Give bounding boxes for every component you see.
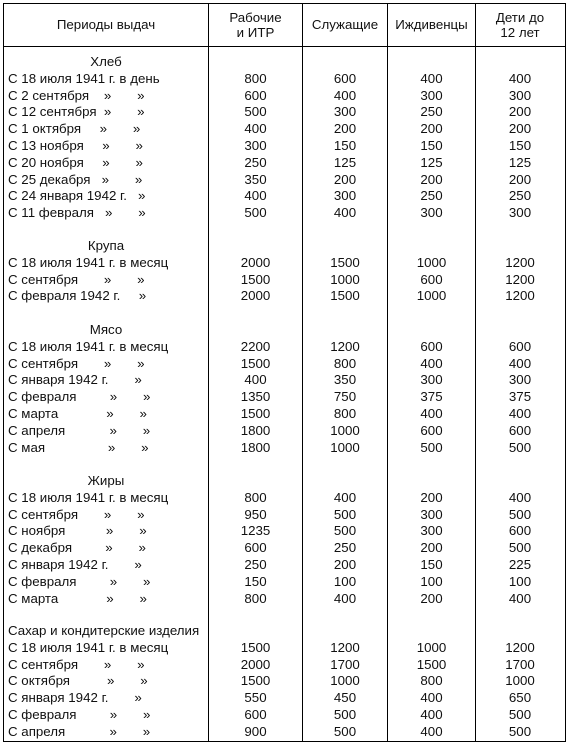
ration-value: 400 — [333, 489, 357, 505]
period-label: С мая » » — [8, 439, 149, 455]
ration-value: 150 — [333, 138, 357, 153]
ration-value: 300 — [420, 205, 443, 221]
ration-value: 375 — [420, 389, 443, 405]
ration-value: 300 — [420, 87, 443, 103]
ration-value: 800 — [420, 673, 443, 689]
category-heading: Мясо — [89, 322, 123, 337]
ration-value: 1500 — [240, 406, 271, 421]
ration-value: 1500 — [240, 639, 271, 655]
ration-value: 1350 — [240, 389, 271, 405]
period-label: С 20 ноября » » — [8, 154, 143, 170]
period-label: С февраля 1942 г. » — [8, 288, 147, 304]
ration-value: 1700 — [505, 656, 535, 672]
ration-value: 600 — [244, 87, 267, 103]
ration-value: 1500 — [416, 656, 447, 672]
ration-value: 600 — [244, 707, 267, 722]
header-employees: Служащие — [311, 17, 379, 33]
ration-value: 200 — [508, 121, 532, 137]
ration-value: 1500 — [240, 355, 271, 371]
period-label: С февраля » » — [8, 573, 151, 589]
period-label: С ноября » » — [8, 523, 147, 539]
ration-value: 600 — [508, 338, 532, 354]
period-label: С января 1942 г. » — [8, 690, 142, 706]
ration-value: 300 — [508, 205, 532, 221]
period-label: С 24 января 1942 г. » — [8, 188, 146, 204]
ration-value: 200 — [420, 540, 443, 556]
ration-value: 500 — [333, 506, 357, 522]
ration-value: 125 — [508, 154, 532, 170]
ration-value: 400 — [420, 406, 443, 421]
category-heading: Жиры — [87, 473, 125, 488]
ration-value: 500 — [420, 439, 443, 455]
ration-value: 750 — [333, 389, 357, 405]
ration-value: 200 — [420, 590, 443, 606]
ration-value: 1200 — [505, 288, 535, 304]
ration-value: 650 — [508, 690, 532, 706]
ration-value: 300 — [508, 87, 532, 103]
ration-value: 600 — [420, 338, 443, 354]
ration-value: 800 — [244, 489, 267, 505]
period-label: С 12 сентября » » — [8, 104, 145, 120]
ration-value: 600 — [420, 271, 443, 287]
ration-value: 1700 — [330, 656, 360, 672]
ration-value: 1000 — [330, 422, 360, 438]
ration-value: 500 — [508, 540, 532, 556]
ration-value: 400 — [333, 205, 357, 221]
ration-value: 800 — [244, 590, 267, 606]
period-label: С 1 октября » » — [8, 121, 141, 137]
ration-value: 1000 — [330, 439, 360, 455]
ration-value: 600 — [420, 422, 443, 438]
ration-value: 400 — [420, 355, 443, 371]
period-label: С 18 июля 1941 г. в день — [8, 70, 160, 86]
period-label: С 25 декабря » » — [8, 171, 143, 187]
ration-value: 1500 — [240, 673, 271, 689]
ration-value: 600 — [333, 70, 357, 86]
ration-value: 2000 — [240, 254, 271, 270]
ration-value: 300 — [420, 523, 443, 539]
period-label: С марта » » — [8, 406, 147, 421]
ration-value: 350 — [333, 372, 357, 388]
ration-value: 1500 — [330, 288, 360, 304]
header-workers: Рабочие и ИТР — [229, 9, 282, 40]
ration-value: 1200 — [330, 639, 360, 655]
ration-value: 300 — [420, 506, 443, 522]
ration-value: 150 — [420, 138, 443, 153]
ration-value: 150 — [508, 138, 532, 153]
ration-value: 400 — [244, 372, 267, 388]
period-label: С 18 июля 1941 г. в месяц — [8, 489, 169, 505]
ration-value: 400 — [508, 406, 532, 421]
period-label: С 18 июля 1941 г. в месяц — [8, 254, 169, 270]
ration-value: 1000 — [416, 254, 447, 270]
ration-value: 250 — [420, 188, 443, 204]
ration-value: 550 — [244, 690, 267, 706]
ration-value: 400 — [508, 590, 532, 606]
ration-value: 800 — [333, 406, 357, 421]
period-label: С 18 июля 1941 г. в месяц — [8, 338, 169, 354]
ration-value: 200 — [508, 104, 532, 120]
category-heading: Хлеб — [90, 54, 122, 69]
period-label: С сентября » » — [8, 271, 145, 287]
ration-value: 1000 — [416, 288, 447, 304]
ration-value: 400 — [420, 70, 443, 86]
ration-value: 125 — [420, 154, 443, 170]
ration-value: 200 — [333, 121, 357, 137]
ration-value: 250 — [420, 104, 443, 120]
ration-value: 500 — [244, 104, 267, 120]
ration-value: 1000 — [416, 639, 447, 655]
ration-value: 200 — [333, 557, 357, 572]
ration-value: 100 — [333, 573, 357, 589]
ration-value: 600 — [508, 523, 532, 539]
ration-value: 300 — [420, 372, 443, 388]
ration-value: 500 — [333, 707, 357, 722]
ration-value: 200 — [420, 121, 443, 137]
ration-value: 500 — [333, 523, 357, 539]
ration-value: 200 — [420, 489, 443, 505]
period-label: С апреля » » — [8, 422, 151, 438]
category-heading: Сахар и кондитерские изделия — [8, 623, 200, 638]
ration-value: 2200 — [240, 338, 271, 354]
ration-value: 1500 — [240, 271, 271, 287]
period-label: С апреля » » — [8, 723, 151, 739]
header-divider — [4, 46, 565, 47]
ration-value: 250 — [333, 540, 357, 556]
ration-value: 200 — [333, 171, 357, 187]
period-label: С января 1942 г. » — [8, 557, 142, 572]
ration-value: 1800 — [240, 439, 271, 455]
ration-value: 800 — [244, 70, 267, 86]
ration-value: 400 — [420, 690, 443, 706]
ration-value: 200 — [508, 171, 532, 187]
ration-value: 400 — [333, 590, 357, 606]
ration-value: 600 — [508, 422, 532, 438]
period-label: С марта » » — [8, 590, 147, 606]
ration-value: 500 — [333, 723, 357, 739]
ration-value: 2000 — [240, 288, 271, 304]
ration-value: 950 — [244, 506, 267, 522]
ration-value: 125 — [333, 154, 357, 170]
ration-value: 500 — [508, 439, 532, 455]
ration-value: 600 — [244, 540, 267, 556]
ration-value: 900 — [244, 723, 267, 739]
header-periods: Периоды выдач — [56, 17, 156, 33]
ration-value: 400 — [333, 87, 357, 103]
category-heading: Крупа — [87, 238, 125, 253]
period-label: С 18 июля 1941 г. в месяц — [8, 639, 169, 655]
ration-value: 400 — [244, 121, 267, 137]
period-label: С 11 февраля » » — [8, 205, 146, 221]
ration-value: 800 — [333, 355, 357, 371]
period-label: С сентября » » — [8, 506, 145, 522]
period-label: С декабря » » — [8, 540, 146, 556]
ration-value: 1200 — [505, 271, 535, 287]
ration-value: 2000 — [240, 656, 271, 672]
ration-value: 1200 — [330, 338, 360, 354]
ration-value: 250 — [244, 557, 267, 572]
ration-value: 1500 — [330, 254, 360, 270]
ration-value: 400 — [420, 723, 443, 739]
ration-value: 1200 — [505, 254, 535, 270]
ration-value: 500 — [244, 205, 267, 221]
period-label: С 13 ноября » » — [8, 138, 143, 153]
ration-value: 350 — [244, 171, 267, 187]
ration-table — [3, 3, 566, 742]
ration-value: 150 — [420, 557, 443, 572]
period-label: С февраля » » — [8, 707, 151, 722]
ration-value: 500 — [508, 723, 532, 739]
ration-value: 400 — [420, 707, 443, 722]
ration-value: 300 — [244, 138, 267, 153]
ration-value: 1000 — [330, 271, 360, 287]
ration-value: 375 — [508, 389, 532, 405]
header-dependents: Иждивенцы — [395, 17, 468, 33]
period-label: С 2 сентября » » — [8, 87, 145, 103]
ration-value: 300 — [508, 372, 532, 388]
ration-value: 150 — [244, 573, 267, 589]
ration-value: 225 — [508, 557, 532, 572]
ration-value: 400 — [508, 355, 532, 371]
period-label: С сентября » » — [8, 355, 145, 371]
ration-value: 100 — [420, 573, 443, 589]
period-label: С сентября » » — [8, 656, 145, 672]
ration-value: 400 — [244, 188, 267, 204]
ration-value: 100 — [508, 573, 532, 589]
period-label: С октября » » — [8, 673, 148, 689]
ration-value: 500 — [508, 506, 532, 522]
ration-value: 1235 — [240, 523, 271, 539]
ration-value: 200 — [420, 171, 443, 187]
ration-value: 250 — [244, 154, 267, 170]
period-label: С февраля » » — [8, 389, 151, 405]
ration-value: 1000 — [330, 673, 360, 689]
ration-value: 450 — [333, 690, 357, 706]
ration-value: 400 — [508, 70, 532, 86]
period-label: С января 1942 г. » — [8, 372, 142, 388]
ration-value: 250 — [508, 188, 532, 204]
ration-value: 1800 — [240, 422, 271, 438]
ration-value: 400 — [508, 489, 532, 505]
ration-value: 1200 — [505, 639, 535, 655]
ration-value: 1000 — [505, 673, 535, 689]
ration-value: 500 — [508, 707, 532, 722]
ration-value: 300 — [333, 104, 357, 120]
ration-value: 300 — [333, 188, 357, 204]
header-children: Дети до 12 лет — [495, 9, 545, 40]
